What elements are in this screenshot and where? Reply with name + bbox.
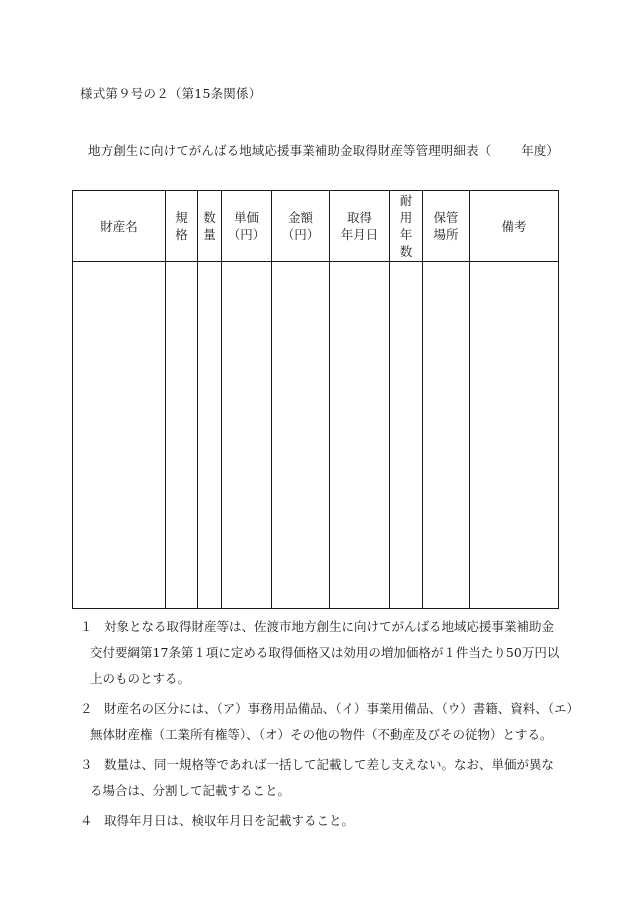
note-number: １ [80, 619, 93, 634]
form-number: 様式第９号の２（第15条関係） [80, 86, 262, 101]
header-unit-price-line: （円） [227, 227, 266, 242]
cell-spec[interactable] [166, 262, 198, 609]
note-item [80, 614, 560, 692]
header-unit-price-line: 単価 [233, 210, 259, 225]
note-text: 上のものとする。 [90, 671, 191, 686]
note-item [80, 696, 580, 748]
header-acquired-date-line: 取得 [346, 210, 372, 225]
note-text: 取得年月日は、検収年月日を記載すること。 [104, 813, 355, 828]
header-acquired-date [330, 191, 390, 262]
asset-ledger-table [72, 190, 559, 609]
note-text: 交付要綱第17条第１項に定める取得価格又は効用の増加価格が１件当たり50万円以 [90, 645, 560, 660]
cell-asset-name[interactable] [73, 262, 166, 609]
note-first-line [80, 696, 580, 722]
cell-unit-price[interactable] [222, 262, 272, 609]
note-text: 無体財産権（工業所有権等）、（オ）その他の物件（不動産及びその従物）とする。 [90, 727, 553, 742]
header-useful-life-line: 耐 [399, 193, 413, 208]
document-title-main: 地方創生に向けてがんばる地域応援事業補助金取得財産等管理明細表（ [88, 143, 492, 158]
header-useful-life-line: 年 [399, 227, 413, 242]
header-useful-life-line: 用 [399, 210, 413, 225]
note-number: ４ [80, 813, 93, 828]
document-title-year-suffix: 年度） [521, 143, 560, 158]
header-spec [166, 191, 198, 262]
cell-quantity[interactable] [198, 262, 222, 609]
note-first-line [80, 614, 560, 640]
header-storage-location-line: 場所 [433, 227, 459, 242]
header-quantity-line: 数 [203, 210, 216, 225]
header-useful-life [390, 191, 423, 262]
note-text: 財産名の区分には、（ア）事務用品備品、（イ）事業用備品、（ウ）書籍、資料、（エ） [104, 701, 580, 716]
note-text: る場合は、分割して記載すること。 [90, 783, 291, 798]
document-title [88, 141, 559, 159]
header-useful-life-line: 数 [399, 244, 413, 259]
note-first-line [80, 752, 560, 778]
header-unit-price [222, 191, 272, 262]
note-text: 対象となる取得財産等は、佐渡市地方創生に向けてがんばる地域応援事業補助金 [104, 619, 555, 634]
note-item [80, 808, 560, 834]
header-remarks: 備考 [470, 191, 559, 262]
note-item [80, 752, 560, 804]
table-header-row [73, 191, 559, 262]
header-spec-line: 格 [175, 227, 188, 242]
cell-useful-life[interactable] [390, 262, 423, 609]
cell-storage-location[interactable] [423, 262, 470, 609]
header-amount-line: （円） [281, 227, 320, 242]
header-quantity-line: 量 [203, 227, 216, 242]
note-first-line [80, 808, 560, 834]
header-asset-name: 財産名 [73, 191, 166, 262]
header-amount [272, 191, 330, 262]
header-acquired-date-line: 年月日 [340, 227, 379, 242]
cell-acquired-date[interactable] [330, 262, 390, 609]
note-number: ２ [80, 701, 93, 716]
note-text: 数量は、同一規格等であれば一括して記載して差し支えない。なお、単価が異な [104, 757, 555, 772]
cell-remarks[interactable] [470, 262, 559, 609]
note-number: ３ [80, 757, 93, 772]
cell-amount[interactable] [272, 262, 330, 609]
header-storage-location [423, 191, 470, 262]
table-body-row [73, 262, 559, 609]
header-amount-line: 金額 [287, 210, 313, 225]
notes-section [80, 614, 580, 838]
header-storage-location-line: 保管 [433, 210, 459, 225]
header-spec-line: 規 [175, 210, 188, 225]
header-quantity [198, 191, 222, 262]
